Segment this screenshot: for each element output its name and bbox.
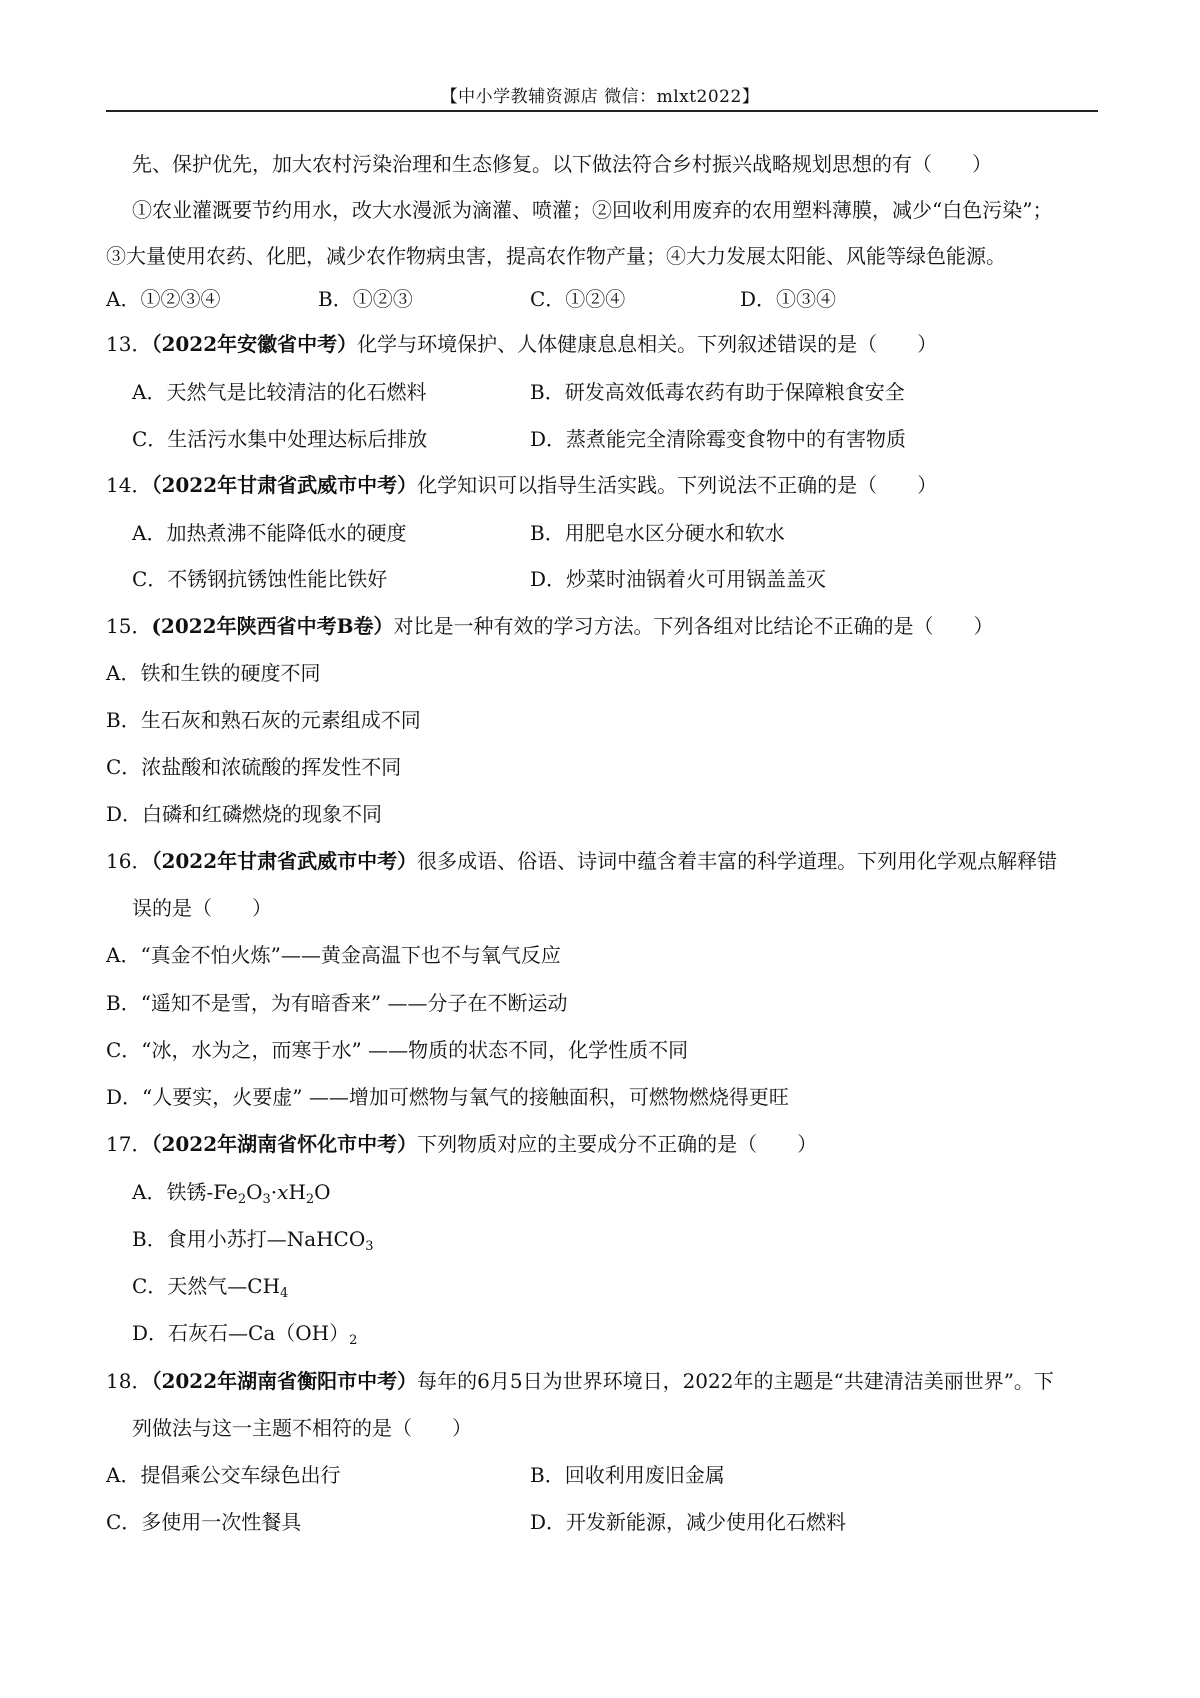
q15-option-b: B．生石灰和熟石灰的元素组成不同	[106, 708, 421, 732]
q13-number: 13．	[106, 332, 152, 356]
q13-option-c: C．生活污水集中处理达标后排放	[132, 427, 428, 451]
q18-source: （2022年湖南省衡阳市中考）	[151, 1369, 418, 1393]
header-rule	[106, 110, 1098, 112]
q14-text: 化学知识可以指导生活实践。下列说法不正确的是（ ）	[417, 473, 938, 497]
q12-stem-continued: 先、保护优先，加大农村污染治理和生态修复。以下做法符合乡村振兴战略规划思想的有（ ）	[132, 152, 992, 176]
q12-option-b: B．①②③	[318, 287, 413, 311]
q12-option-c: C．①②④	[530, 287, 626, 311]
q12-statement-line-2: ③大量使用农药、化肥，减少农作物病虫害，提高农作物产量；④大力发展太阳能、风能等绿色能源。	[106, 244, 1006, 268]
q14-number: 14．	[106, 473, 152, 497]
q17-option-d: D．石灰石$—Ca(OH)_2$	[132, 1321, 358, 1348]
q15-option-c: C．浓盐酸和浓硫酸的挥发性不同	[106, 755, 402, 779]
q14-source: （2022年甘肃省武威市中考）	[151, 473, 418, 497]
q14-option-c: C．不锈钢抗锈蚀性能比铁好	[132, 567, 388, 591]
q16-text: 很多成语、俗语、诗词中蕴含着丰富的科学道理。下列用化学观点解释错	[417, 849, 1058, 873]
q15-option-a: A．铁和生铁的硬度不同	[106, 661, 321, 685]
q12-option-a: A．①②③④	[106, 287, 221, 311]
q16-source: （2022年甘肃省武威市中考）	[151, 849, 418, 873]
q13-source: （2022年安徽省中考）	[151, 332, 358, 356]
q15-number: 15．	[106, 614, 152, 638]
q18-option-a: A．提倡乘公交车绿色出行	[106, 1463, 341, 1487]
q13-option-a: A．天然气是比较清洁的化石燃料	[132, 380, 427, 404]
q12-statement-line-1: ①农业灌溉要节约用水，改大水漫派为滴灌、喷灌；②回收利用废弃的农用塑料薄膜，减少“白色污染”；	[132, 198, 1053, 222]
q17-source: （2022年湖南省怀化市中考）	[151, 1132, 418, 1156]
q14-stem	[106, 471, 937, 499]
q18-stem-line-2: 列做法与这一主题不相符的是（ ）	[132, 1416, 472, 1440]
q13-text: 化学与环境保护、人体健康息息相关。下列叙述错误的是（ ）	[357, 332, 938, 356]
q16-stem-line-2: 误的是（ ）	[132, 896, 272, 920]
q16-option-a: A．“真金不怕火炼”——黄金高温下也不与氧气反应	[106, 943, 561, 967]
q16-option-c: C．“冰，水为之，而寒于水” ——物质的状态不同，化学性质不同	[106, 1038, 689, 1062]
q16-option-b: B．“遥知不是雪，为有暗香来” ——分子在不断运动	[106, 991, 568, 1015]
q17-option-a: A．铁锈$-Fe_2O_3\cdot xH_2O$	[132, 1180, 331, 1207]
q13-stem	[106, 330, 937, 358]
q12-option-d: D．①③④	[740, 287, 837, 311]
q16-stem	[106, 847, 1057, 875]
q18-option-c: C．多使用一次性餐具	[106, 1510, 302, 1534]
q17-stem	[106, 1130, 817, 1158]
q15-source: (2022年陕西省中考B卷）	[151, 614, 394, 638]
q16-option-d: D．“人要实，火要虚” ——增加可燃物与氧气的接触面积，可燃物燃烧得更旺	[106, 1085, 789, 1109]
q17-text: 下列物质对应的主要成分不正确的是（ ）	[417, 1132, 818, 1156]
q13-option-b: B．研发高效低毒农药有助于保障粮食安全	[530, 380, 905, 404]
q17-number: 17．	[106, 1132, 152, 1156]
page-header: 【中小学教辅资源店 微信：mlxt2022】	[440, 87, 760, 107]
q18-text: 每年的6月5日为世界环境日，2022年的主题是“共建清洁美丽世界”。下	[417, 1369, 1054, 1393]
q15-text: 对比是一种有效的学习方法。下列各组对比结论不正确的是（ ）	[393, 614, 994, 638]
q17-option-c: C．天然气$—CH_4$	[132, 1274, 289, 1301]
q15-stem	[106, 612, 993, 640]
q14-option-b: B．用肥皂水区分硬水和软水	[530, 521, 785, 545]
q18-option-b: B．回收利用废旧金属	[530, 1463, 725, 1487]
q17-option-b: B．食用小苏打—NaHCO$_3$	[132, 1227, 374, 1254]
q15-option-d: D．白磷和红磷燃烧的现象不同	[106, 802, 383, 826]
q14-option-a: A．加热煮沸不能降低水的硬度	[132, 521, 407, 545]
q18-stem	[106, 1367, 1054, 1395]
q14-option-d: D．炒菜时油锅着火可用锅盖盖灭	[530, 567, 827, 591]
q13-option-d: D．蒸煮能完全清除霉变食物中的有害物质	[530, 427, 907, 451]
q16-number: 16．	[106, 849, 152, 873]
q18-option-d: D．开发新能源，减少使用化石燃料	[530, 1510, 847, 1534]
q18-number: 18．	[106, 1369, 152, 1393]
